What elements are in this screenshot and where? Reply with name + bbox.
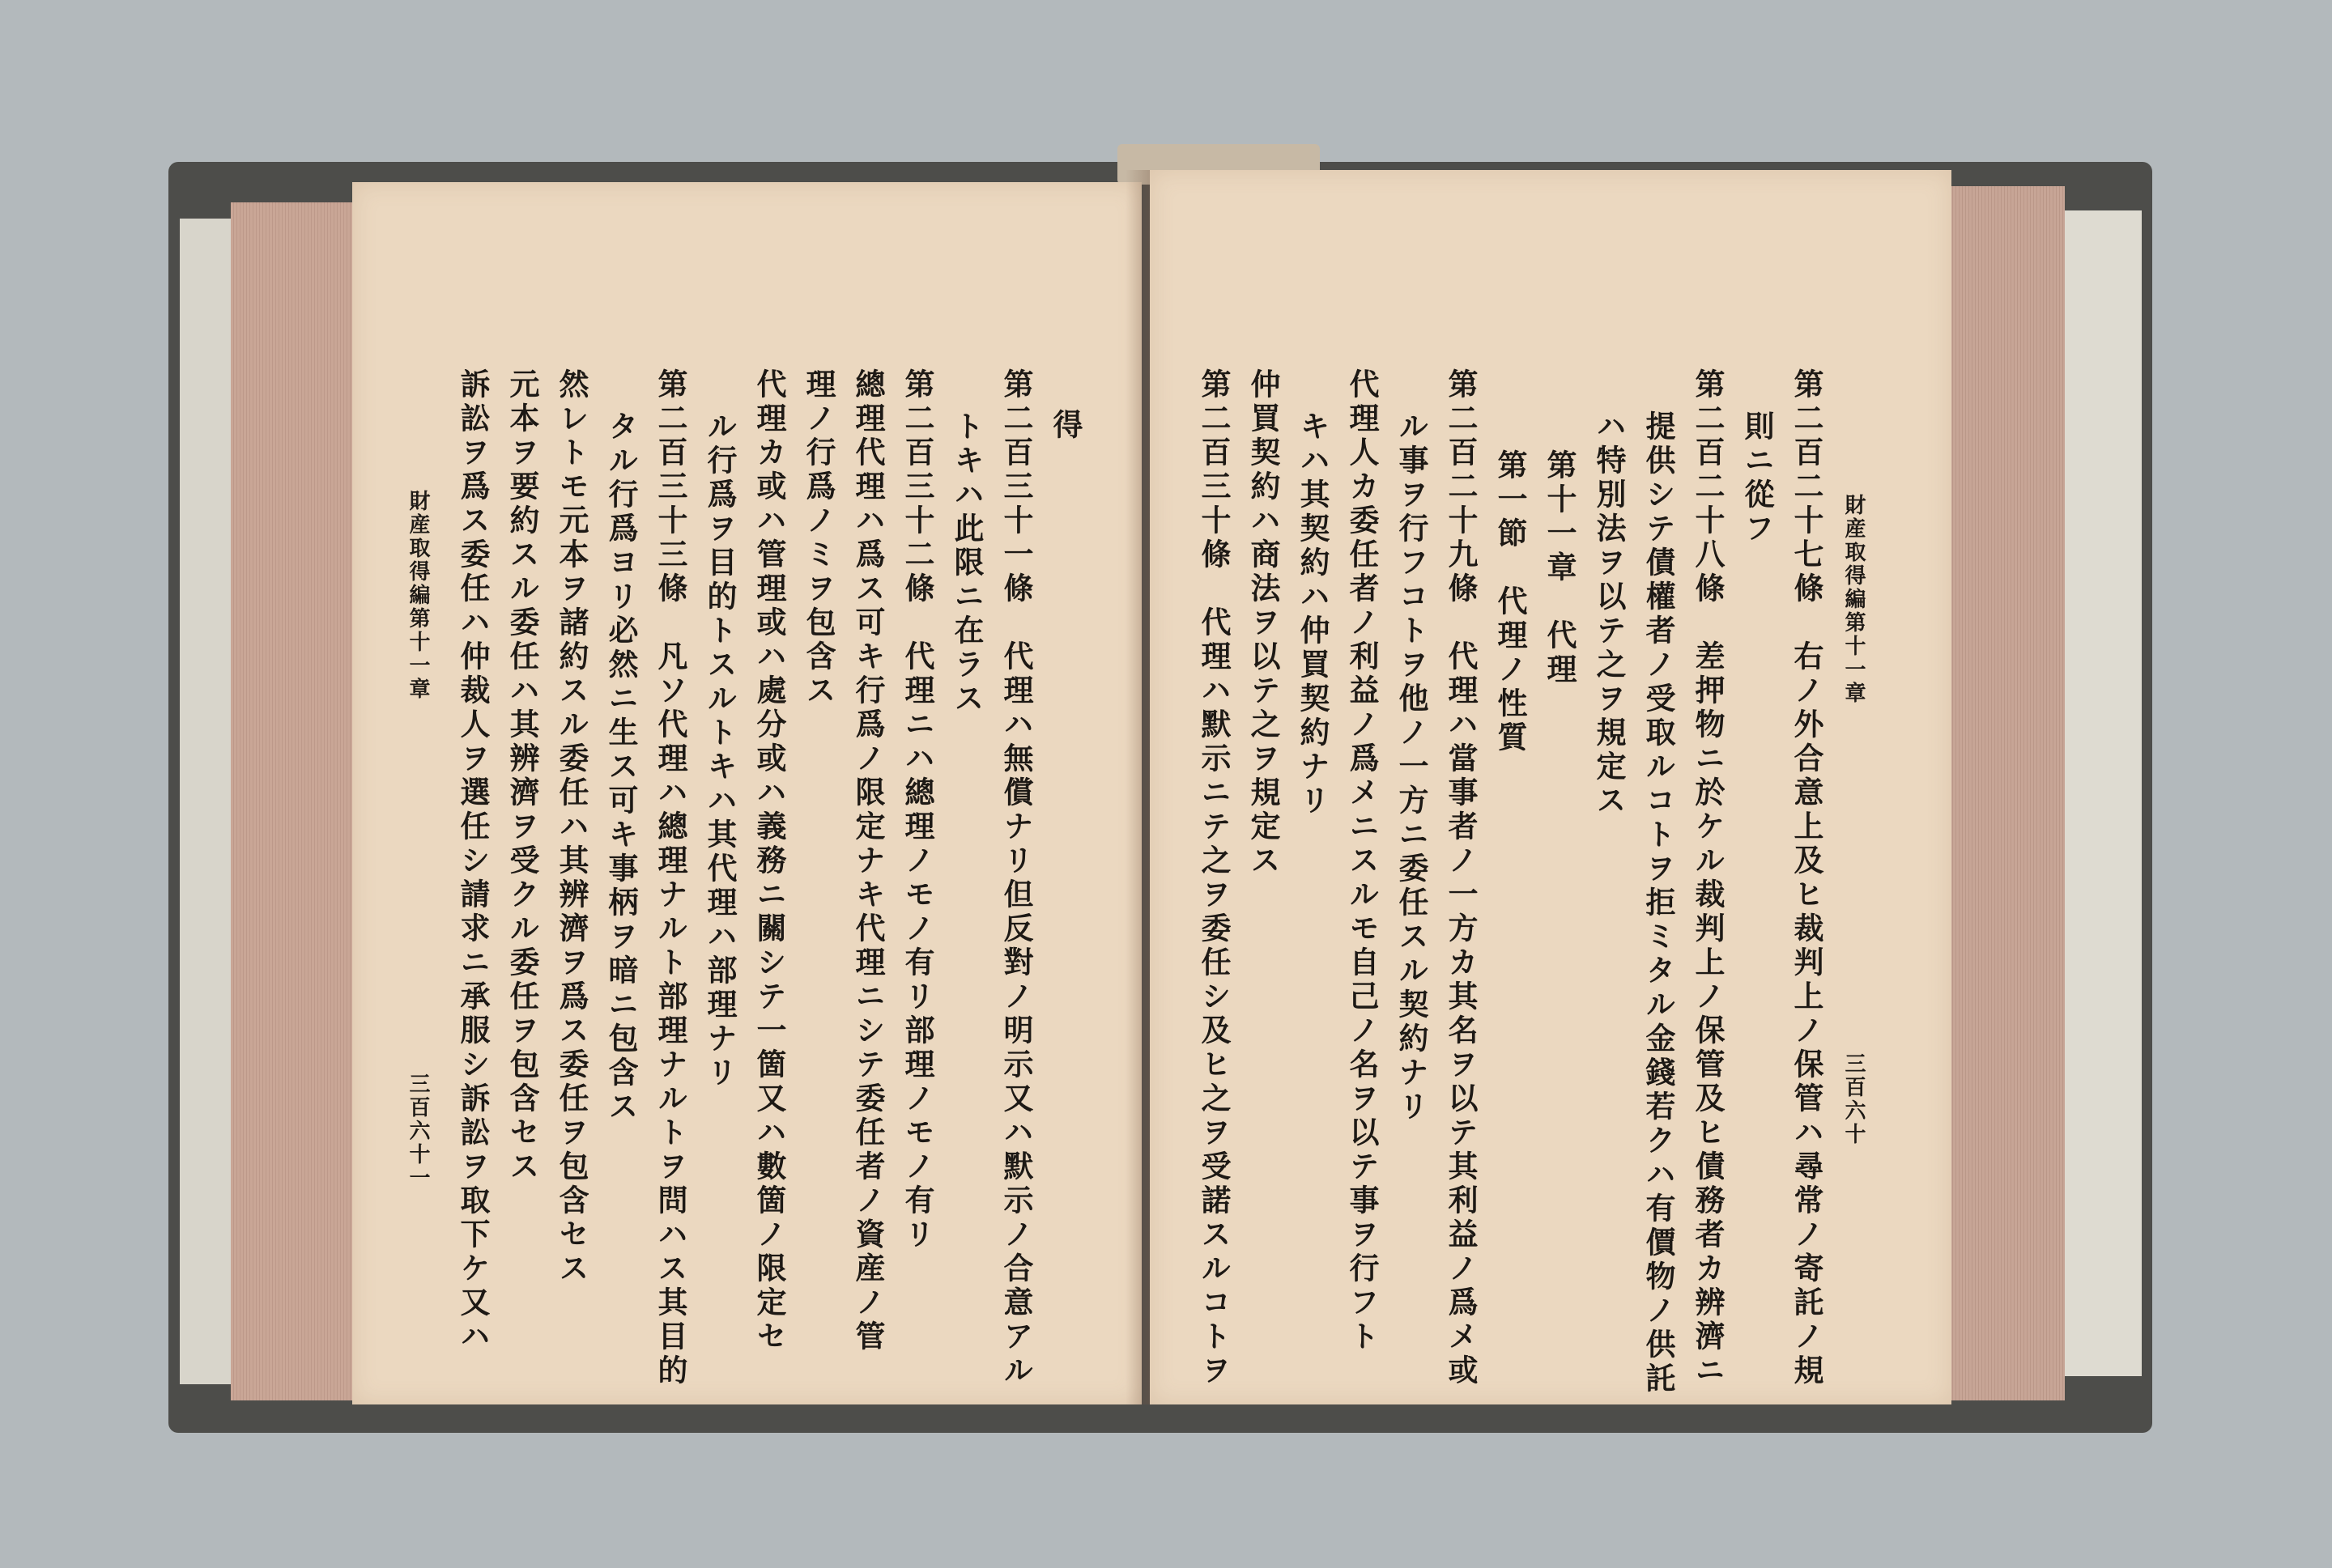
left-line-3: トキハ此限ニ在ラス (949, 410, 985, 716)
right-running-head: 財産取得編第十一章 (1841, 494, 1866, 705)
right-line-8: 第二百二十九條 代理ハ當事者ノ一方カ其名ヲ以テ其利益ノ爲メ或 (1443, 368, 1479, 1388)
right-line-11: キハ其契約ハ仲買契約ナリ (1295, 410, 1330, 818)
left-line-10: タル行爲ヨリ必然ニ生ス可キ事柄ヲ暗ニ包含ス (603, 410, 639, 1124)
left-page-edges (231, 202, 356, 1400)
right-line-9: ル事ヲ行フコトヲ他ノ一方ニ委任スル契約ナリ (1394, 410, 1429, 1124)
right-line-13: 第二百三十條 代理ハ默示ニテ之ヲ委任シ及ヒ之ヲ受諾スルコトヲ (1196, 368, 1232, 1388)
left-line-2: 第二百三十一條 代理ハ無償ナリ但反對ノ明示又ハ默示ノ合意アル (998, 368, 1034, 1388)
left-line-9: 第二百三十三條 凡ソ代理ハ總理ナルト部理ナルトヲ問ハス其目的 (653, 368, 688, 1388)
left-line-12: 元本ヲ要約スル委任ハ其辨濟ヲ受クル委任ヲ包含セス (504, 368, 540, 1184)
right-line-5: ハ特別法ヲ以テ之ヲ規定ス (1591, 410, 1627, 818)
right-line-3: 第二百二十八條 差押物ニ於ケル裁判上ノ保管及ヒ債務者カ辨濟ニ (1690, 368, 1726, 1388)
right-line-1: 第二百二十七條 右ノ外合意上及ヒ裁判上ノ保管ハ尋常ノ寄託ノ規 (1789, 368, 1824, 1388)
left-page-number: 三百六十一 (406, 1073, 430, 1190)
left-line-1: 得 (1048, 409, 1083, 443)
left-line-5: 總理代理ハ爲ス可キ行爲ノ限定ナキ代理ニシテ委任者ノ資産ノ管 (850, 368, 886, 1354)
left-endpaper (180, 219, 236, 1384)
right-line-4: 提供シテ債權者ノ受取ルコトヲ拒ミタル金錢若クハ有價物ノ供託 (1640, 410, 1676, 1396)
right-line-6: 第十一章 代理 (1542, 449, 1577, 687)
right-line-10: 代理人カ委任者ノ利益ノ爲メニスルモ自己ノ名ヲ以テ事ヲ行フト (1344, 368, 1380, 1354)
right-line-7: 第一節 代理ノ性質 (1492, 449, 1528, 755)
right-line-12: 仲買契約ハ商法ヲ以テ之ヲ規定ス (1245, 368, 1281, 878)
left-line-6: 理ノ行爲ノミヲ包含ス (801, 368, 836, 708)
left-line-7: 代理カ或ハ管理或ハ處分或ハ義務ニ關シテ一箇又ハ數箇ノ限定セ (751, 368, 787, 1354)
right-page (1150, 170, 1951, 1404)
left-running-head: 財産取得編第十一章 (406, 490, 430, 701)
right-line-2: 則ニ從フ (1739, 410, 1775, 546)
left-line-8: ル行爲ヲ目的トスルトキハ其代理ハ部理ナリ (702, 410, 738, 1090)
right-page-edges (1943, 186, 2065, 1400)
left-line-11: 然レトモ元本ヲ諸約スル委任ハ其辨濟ヲ爲ス委任ヲ包含セス (554, 368, 589, 1286)
left-line-13: 訴訟ヲ爲ス委任ハ仲裁人ヲ選任シ請求ニ承服シ訴訟ヲ取下ケ又ハ (455, 368, 491, 1354)
left-page (352, 182, 1142, 1404)
right-endpaper (2061, 210, 2142, 1376)
left-line-4: 第二百三十二條 代理ニハ總理ノモノ有リ部理ノモノ有リ (900, 368, 935, 1252)
right-page-number: 三百六十 (1841, 1052, 1866, 1146)
